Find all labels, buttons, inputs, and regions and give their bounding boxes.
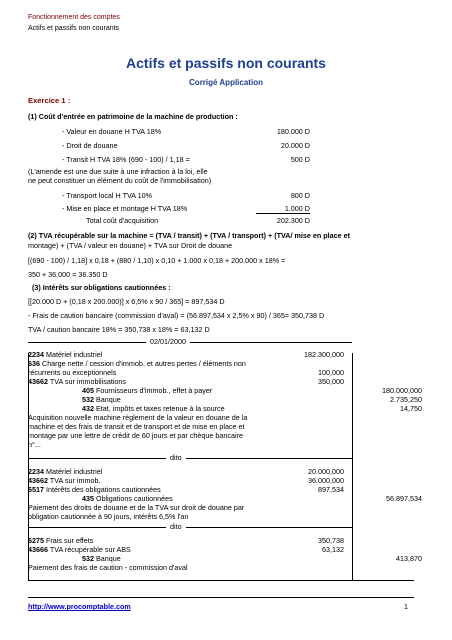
account-label: TVA récupérable sur ABS — [48, 545, 131, 554]
debit-amount: 63,132 — [322, 545, 344, 554]
running-header — [28, 12, 120, 34]
part2-result: 350 + 36.000 = 36.350 D — [28, 270, 108, 279]
debit-amount: 20.000,000 — [308, 467, 344, 476]
account-number: 43666 — [28, 545, 48, 554]
account-label: Matériel industriel — [44, 467, 103, 476]
part2-line: montage) + (TVA / valeur en douane) + TVA sur Droit de douane — [28, 241, 233, 250]
entry-memo: machine et des frais de transit et de transport et de mise en place et — [28, 422, 245, 431]
entry-memo: Acquisition nouvelle machine règlement de la valeur en douane de la — [28, 413, 248, 422]
journal-line — [28, 377, 298, 386]
debit-amount: 182.300,000 — [304, 350, 344, 359]
entry-memo: Paiement des droits de douane et de la TVA sur droit de douane par — [28, 503, 245, 512]
account-number: 6517 — [28, 485, 44, 494]
total-rule — [256, 213, 310, 214]
journal-line — [28, 536, 298, 545]
entry-date: 02/01/2000 — [146, 337, 190, 346]
total-amount: 202.300 D — [276, 216, 310, 225]
account-number: 405 — [82, 386, 94, 395]
debit-amount: 36.000,000 — [308, 476, 344, 485]
account-label: Charge nette / cession d'immob. et autres pertes / éléments non — [40, 359, 246, 368]
total-row — [62, 216, 310, 225]
header-chapter: Actifs et passifs non courants — [28, 25, 120, 32]
account-label: récurrents ou exceptionnels — [28, 368, 117, 377]
cost-amount: 1.000 D — [284, 204, 310, 213]
page-subtitle: Corrigé Application — [189, 78, 263, 87]
journal-line — [28, 359, 298, 368]
account-number: 43662 — [28, 377, 48, 386]
footer-rule — [28, 597, 414, 598]
cost-row — [62, 204, 310, 213]
account-number: 6275 — [28, 536, 44, 545]
journal-line — [28, 545, 298, 554]
website-link[interactable]: http://www.procomptable.com — [28, 602, 131, 611]
cost-amount: 180.000 D — [276, 127, 310, 136]
credit-amount: 2.735,250 — [390, 395, 422, 404]
account-number: 636 — [28, 359, 40, 368]
journal-line — [28, 395, 298, 404]
cost-label: - Mise en place et montage H TVA 18% — [62, 204, 188, 213]
debit-amount: 100,000 — [318, 368, 344, 377]
entry-memo: obligation cautionnée à 90 jours, intérêts 6,5% l'an — [28, 512, 189, 521]
credit-amount: 413,870 — [396, 554, 422, 563]
entry-memo: n°... — [28, 440, 41, 449]
journal-line — [28, 467, 298, 476]
part1-heading: (1) Coût d'entrée en patrimoine de la machine de production : — [28, 112, 238, 121]
journal-line — [28, 404, 298, 413]
part2-line — [28, 231, 424, 240]
part3-line: - Frais de caution bancaire (commission d'aval) = (56.897,534 x 2,5% x 90) / 365= 350,738 D — [28, 311, 325, 320]
account-label: Banque — [94, 554, 121, 563]
cost-row — [62, 127, 310, 136]
cost-row — [62, 155, 310, 164]
cost-row — [62, 141, 310, 150]
debit-amount: 350,738 — [318, 536, 344, 545]
account-number: 532 — [82, 395, 94, 404]
account-label: TVA sur immobilisations — [48, 377, 127, 386]
debit-amount: 350,000 — [318, 377, 344, 386]
cost-row — [62, 191, 310, 200]
cost-amount: 800 D — [290, 191, 310, 200]
cost-label: - Transport local H TVA 10% — [62, 191, 153, 200]
credit-amount: 56.897,534 — [386, 494, 422, 503]
account-label: TVA sur immob. — [48, 476, 101, 485]
account-label: Fournisseurs d'immob., effet à payer — [94, 386, 213, 395]
journal-line — [28, 386, 298, 395]
cost-label: - Droit de douane — [62, 141, 118, 150]
account-number: 2234 — [28, 467, 44, 476]
credit-amount: 14,750 — [400, 404, 422, 413]
account-label: Frais sur effets — [44, 536, 94, 545]
part2-text: (2) TVA récupérable sur la machine = (TVA / transit) + (TVA / transport) + (TVA/ mise en place et — [28, 231, 350, 240]
journal-line — [28, 350, 298, 359]
journal-line — [28, 485, 298, 494]
journal-line — [28, 494, 298, 503]
account-label: Etat, impôts et taxes retenue à la source — [94, 404, 225, 413]
account-number: 532 — [82, 554, 94, 563]
account-label: Intérêts des obligations cautionnées — [44, 485, 161, 494]
part3-line: TVA / caution bancaire 18% = 350,738 x 18% = 63,132 D — [28, 325, 210, 334]
entry-memo: montage par une lettre de crédit de 60 jours et par chèque bancaire — [28, 431, 243, 440]
account-number: 2234 — [28, 350, 44, 359]
entry-separator — [28, 458, 352, 459]
account-number: 43662 — [28, 476, 48, 485]
page-title: Actifs et passifs non courants — [126, 55, 326, 71]
account-label: Banque — [94, 395, 121, 404]
entry-separator — [28, 527, 352, 528]
account-number: 432 — [82, 404, 94, 413]
page-number: 1 — [404, 602, 408, 611]
cost-amount: 500 D — [290, 155, 310, 164]
note-line: ne peut constituer un élément du coût de l'immobilisation) — [28, 176, 212, 185]
part3-heading: (3) Intérêts sur obligations cautionnées : — [32, 283, 171, 292]
account-label: Obligations cautionnées — [94, 494, 173, 503]
header-section: Fonctionnement des comptes — [28, 14, 120, 21]
part2-formula: [(690 - 100) / 1,18] x 0,18 + (880 / 1,10) x 0,10 + 1.000 x 0,18 + 200.000 x 18% = — [28, 256, 286, 265]
journal-line — [28, 476, 298, 485]
note-line: (L'amende est une due suite à une infraction à la loi, elle — [28, 167, 208, 176]
cost-label: - Valeur en douane H TVA 18% — [62, 127, 162, 136]
entry-separator — [28, 342, 352, 343]
cost-amount: 20.000 D — [280, 141, 310, 150]
cost-label: - Transit H TVA 18% (690 - 100) / 1,18 = — [62, 155, 190, 164]
entry-date: dito — [166, 522, 186, 531]
credit-amount: 180.000,000 — [382, 386, 422, 395]
part3-line: [[20.000 D + (0,18 x 200.000)] x 6,5% x 90 / 365] = 897,534 D — [28, 297, 225, 306]
debit-amount: 897,534 — [318, 485, 344, 494]
journal-bottom-rule — [28, 580, 414, 581]
exercise-heading: Exercice 1 : — [28, 96, 71, 105]
account-label: Matériel industriel — [44, 350, 103, 359]
entry-memo: Paiement des frais de caution - commission d'aval — [28, 563, 188, 572]
account-number: 435 — [82, 494, 94, 503]
journal-line — [28, 368, 298, 377]
entry-date: dito — [166, 453, 186, 462]
total-label: Total coût d'acquisition — [86, 216, 159, 225]
debit-credit-divider — [352, 353, 353, 580]
journal-line — [28, 554, 298, 563]
